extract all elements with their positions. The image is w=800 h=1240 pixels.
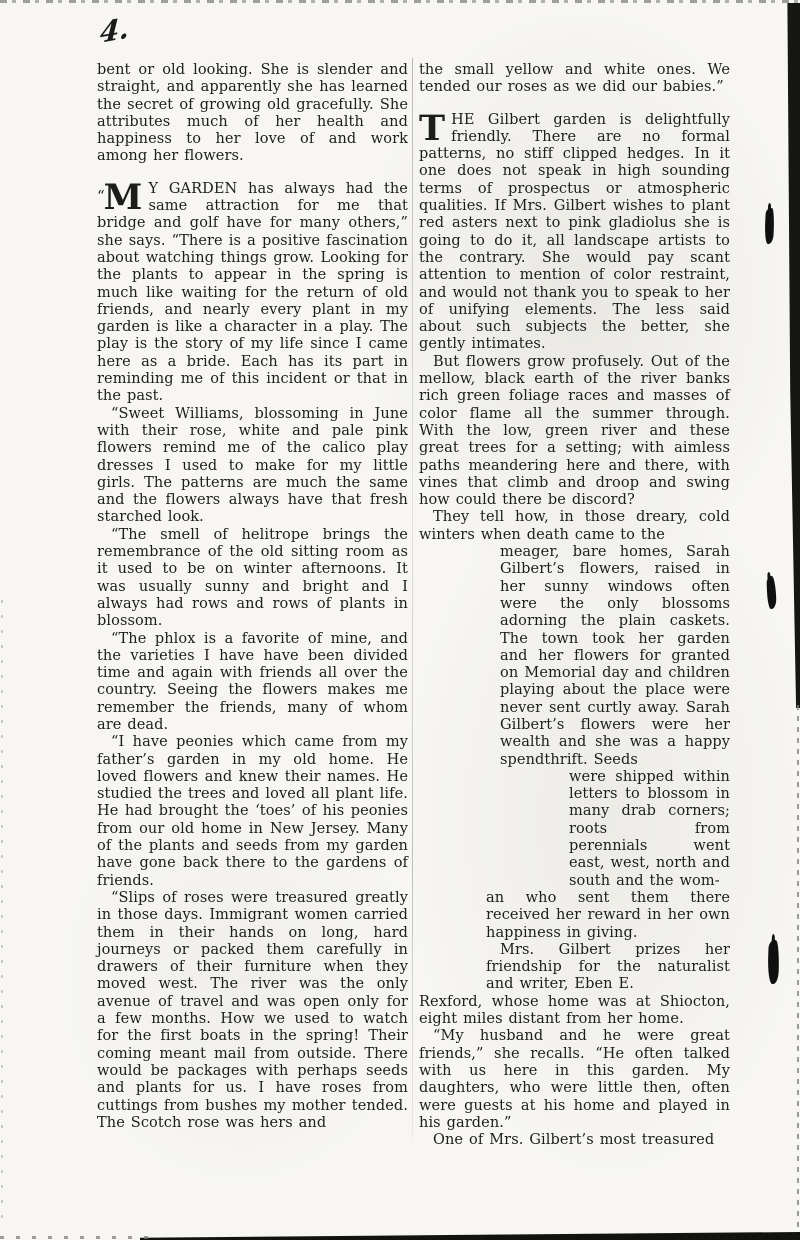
- handwritten-page-number: 4.: [99, 10, 131, 51]
- scan-top-edge: [0, 0, 800, 3]
- drop-cap-wrap: [97, 176, 143, 218]
- drop-cap-T: T: [419, 107, 446, 149]
- scan-right-edge: [786, 3, 800, 708]
- drop-cap-wrap: [419, 107, 446, 149]
- paragraph: One of Mrs. Gilbert’s most treasured: [433, 1132, 715, 1149]
- wrap-intro: They tell how, in those dreary, cold winters when death came to the: [419, 509, 730, 543]
- wrap-level3: an who sent them there received her reward in her own happiness in giving.: [486, 889, 730, 941]
- scan-bottom-speckle: [0, 1236, 150, 1239]
- paragraph: “My husband and he were great friends,” she recalls. “He often talked with us here in this garden. My daughters, who were little then, often were guests at his home and played in his garden.”: [419, 1028, 730, 1131]
- paragraph-text: HE Gilbert garden is delightfully friendly. There are no formal patterns, no stiff clipped hedges. In it one does not speak in high sounding terms of prospectus or atmospheric qualities. If Mrs. Gilbert wishes to plant red asters next to pink gladiolus she is going to do it, all landscape artists to the contrary. She would pay scant attention to mention of color restraint, and would not thank you to speak to her of unifying elements. The less said about such subjects the better, she gently intimates.: [419, 111, 730, 353]
- wrap-level1: meager, bare homes, Sarah Gilbert’s flowers, raised in her sunny windows often were the only blossoms adorning the plain caskets. The town took her garden and her flowers for granted on Memorial day and children playing about the place were never sent curtly away. Sarah Gilbert’s flowers were her wealth and she was a happy spendthrift. Seeds: [500, 544, 730, 768]
- paragraph-my-garden: [97, 176, 408, 406]
- left-column: [97, 62, 408, 1149]
- article-body: [97, 62, 730, 1149]
- paragraph: “Slips of roses were treasured greatly in those days. Immigrant women carried them in their hands on long, hard journeys or packed them carefully in drawers of their furniture when they moved west. The river was the only avenue of travel and was open only for a few months. How we used to watch for the first boats in the spring! Their coming meant mail from outside. There would be packages with perhaps seeds and plants for us. I have roses from cuttings from bushes my mother tended. The Scotch rose was hers and: [97, 889, 408, 1131]
- paragraph-text: Y GARDEN has always had the same attraction for me that bridge and golf have for many others,” she says. “There is a positive fascination about watching things grow. Looking for the plants to appear in the spring is much like waiting for the return of old friends, and nearly every plant in my garden is like a character in a play. The play is the story of my life since I came here as a bride. Each has its part in reminding me of this incident or that in the past.: [97, 180, 408, 405]
- open-quote: “: [97, 186, 104, 205]
- ink-blot: [767, 940, 780, 984]
- scan-left-speckle: [1, 600, 3, 1220]
- right-column: [419, 62, 730, 1149]
- paragraph: “The smell of helitrope brings the remembrance of the old sitting room as it used to be on winter afternoons. It was usually sunny and bright and I always had rows and rows of plants in blossom.: [97, 526, 408, 630]
- paragraph: But flowers grow profusely. Out of the mellow, black earth of the river banks rich green foliage races and masses of color flame all the summer through. With the low, green river and these great trees for a setting; with aimless paths meandering here and there, with vines that climb and droop and swing how could there be discord?: [419, 353, 730, 509]
- paragraph: the small yellow and white ones. We tended our roses as we did our babies.”: [419, 62, 730, 96]
- paragraph: bent or old looking. She is slender and straight, and apparently she has learned the secret of growing old gracefully. She attributes much of her health and happiness to her love of and work among her flowers.: [97, 62, 408, 165]
- ink-blot: [764, 208, 775, 244]
- ink-blot: [766, 576, 776, 609]
- wrap-paragraph-full-width: Rexford, whose home was at Shiocton, eight miles distant from her home.: [419, 993, 730, 1028]
- paragraph: “The phlox is a favorite of mine, and the varieties I have have been divided time and again with friends all over the country. Seeing the flowers makes me remember the friends, many of whom are dead.: [97, 630, 408, 733]
- wrap-level2: were shipped within letters to blossom in many drab corners; roots from perennials went east, west, north and south and the wom-: [569, 768, 730, 889]
- paragraph: “I have peonies which came from my father’s garden in my old home. He loved flowers and knew their names. He studied the trees and loved all plant life. He had brought the ‘toes’ of his peonies from our old home in New Jersey. Many of the plants and seeds from my garden have gone back there to the gardens of friends.: [97, 734, 408, 889]
- paragraph-gilbert-garden: [419, 107, 730, 354]
- scan-bottom-edge: [140, 1230, 800, 1240]
- paragraph: “Sweet Williams, blossoming in June with their rose, white and pale pink flowers remind me of the calico play dresses I used to make for my little girls. The patterns are much the same and the flowers always have that fresh starched look.: [97, 405, 408, 526]
- wrap-paragraph-mrs-gilbert: Mrs. Gilbert prizes her friendship for the naturalist and writer, Eben E.: [486, 941, 730, 993]
- scan-right-edge-faint: [797, 705, 799, 1235]
- drop-cap-M: M: [103, 176, 143, 218]
